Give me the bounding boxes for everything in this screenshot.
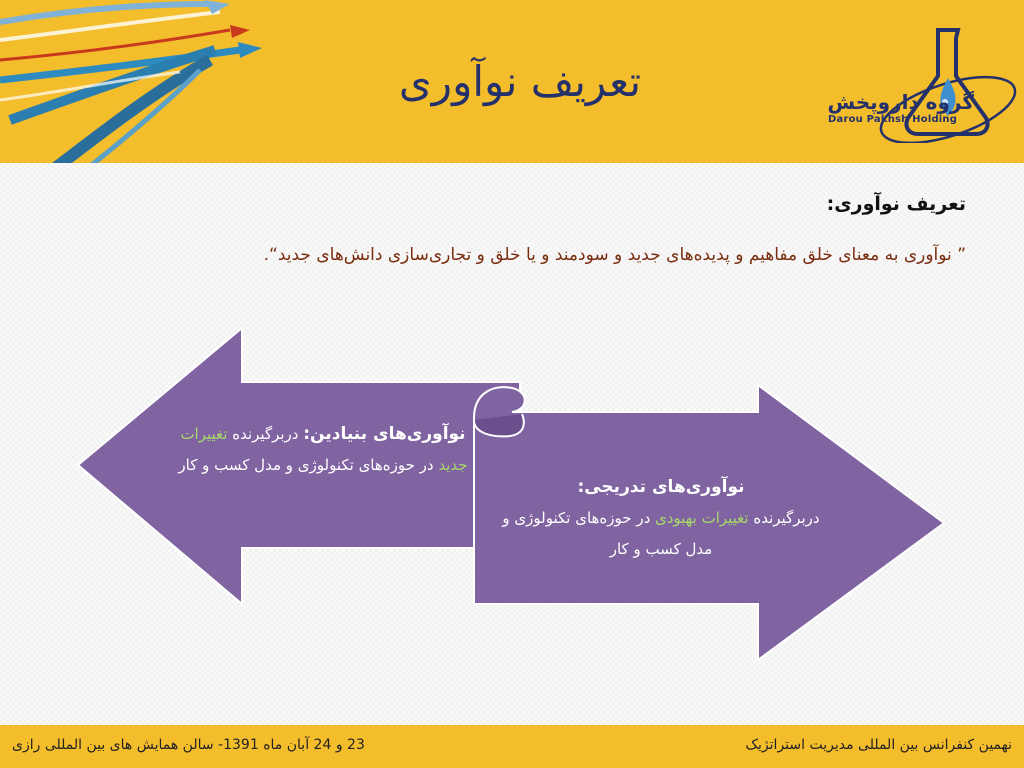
- footer-date-venue: 23 و 24 آبان ماه 1391- سالن همایش های بین المللی رازی: [12, 737, 365, 753]
- incremental-innovation-text: [496, 472, 826, 565]
- logo-text-persian: گروه داروپخش: [827, 90, 974, 114]
- footer-conference: نهمین کنفرانس بین المللی مدیریت استراتژیک: [745, 737, 1012, 753]
- definition-text: ” نوآوری به معنای خلق مفاهیم و پدیده‌های جدید و سودمند و یا خلق و تجاری‌سازی دانش‌های جدید“.: [263, 245, 966, 265]
- radical-highlight: تغییرات جدید: [180, 425, 468, 474]
- incremental-text-before: دربرگیرنده: [748, 509, 820, 527]
- radical-text-before: دربرگیرنده: [227, 425, 304, 443]
- incremental-highlight: تغییرات بهبودی: [655, 509, 749, 527]
- radical-text-after: در حوزه‌های تکنولوژی و مدل کسب و کار: [178, 456, 439, 474]
- definition-heading: تعریف نوآوری:: [826, 193, 966, 215]
- incremental-innovation-title: نوآوری‌های تدریجی:: [577, 477, 745, 497]
- logo-text-english: Darou Pakhsh Holding: [828, 114, 958, 125]
- footer-bar: [0, 725, 1024, 768]
- radical-innovation-title: نوآوری‌های بنیادین:: [303, 424, 466, 444]
- slide-title: تعریف نوآوری: [398, 57, 642, 106]
- radical-innovation-text: [168, 419, 478, 481]
- incremental-text-after: در حوزه‌های تکنولوژی و مدل کسب و کار: [502, 509, 713, 558]
